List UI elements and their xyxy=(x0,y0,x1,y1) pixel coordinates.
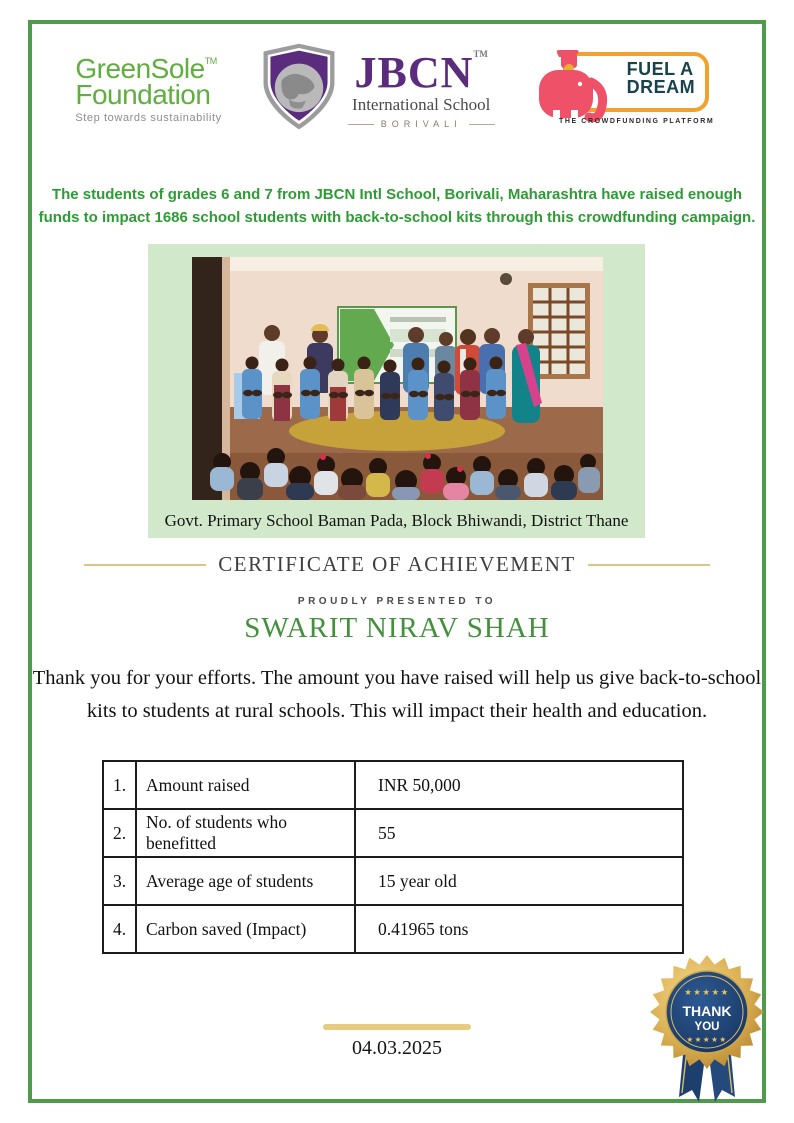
greensole-tagline: Step towards sustainability xyxy=(75,111,222,124)
decorative-dash xyxy=(348,124,374,125)
row-number: 2. xyxy=(103,809,136,857)
title-rule-right xyxy=(588,564,710,566)
impact-table xyxy=(102,760,684,954)
badge-text-line1: THANK xyxy=(682,1003,732,1019)
table-row xyxy=(103,905,683,953)
jbcn-subtitle: International School xyxy=(352,95,491,115)
badge-text-line2: YOU xyxy=(694,1021,720,1033)
thank-you-message: Thank you for your efforts. The amount you have raised will help us give back-to-school kits to students at rural schools. This will impact their health and education. xyxy=(32,667,762,723)
fueladream-elephant-icon xyxy=(533,44,613,129)
decorative-dash xyxy=(469,124,495,125)
row-label: No. of students who benefitted xyxy=(136,809,355,857)
logo-row xyxy=(0,42,794,137)
photo-panel xyxy=(148,244,645,538)
row-value: 55 xyxy=(355,809,683,857)
certificate-date: 04.03.2025 xyxy=(352,1037,442,1059)
badge-stars-bottom: ★★★★★ xyxy=(686,1035,728,1044)
fueladream-name-line1: FUEL A xyxy=(626,58,694,79)
trademark-symbol: TM xyxy=(473,48,488,59)
table-row xyxy=(103,809,683,857)
title-rule-left xyxy=(84,564,206,566)
row-number: 4. xyxy=(103,905,136,953)
date-rule xyxy=(323,1024,471,1030)
greensole-name-line1: GreenSole xyxy=(75,52,205,84)
trademark-symbol: TM xyxy=(204,55,217,66)
school-photo xyxy=(192,257,603,500)
presented-to-label: PROUDLY PRESENTED TO xyxy=(297,596,497,607)
fueladream-name-line2: DREAM xyxy=(626,77,696,98)
table-row xyxy=(103,857,683,905)
row-number: 3. xyxy=(103,857,136,905)
jbcn-name: JBCN xyxy=(354,47,474,97)
greensole-name-line2: Foundation xyxy=(75,79,211,111)
row-number: 1. xyxy=(103,761,136,809)
recipient-name: SWARIT NIRAV SHAH xyxy=(244,612,550,644)
jbcn-location: BORIVALI xyxy=(380,119,462,130)
certificate-title-row xyxy=(0,552,794,577)
photo-caption: Govt. Primary School Baman Pada, Block Bhiwandi, District Thane xyxy=(164,511,629,530)
fueladream-logo xyxy=(533,44,719,136)
jbcn-shield-globe-icon xyxy=(260,42,338,137)
row-value: 15 year old xyxy=(355,857,683,905)
campaign-statement: The students of grades 6 and 7 from JBCN Intl School, Borivali, Maharashtra have raised enough funds to impact 1686 school students with back-to-school kits through this crowdfunding campaign. xyxy=(38,186,756,227)
row-value: 0.41965 tons xyxy=(355,905,683,953)
jbcn-school-logo xyxy=(260,42,495,137)
fueladream-tagline: THE CROWDFUNDING PLATFORM xyxy=(558,117,715,125)
row-label: Average age of students xyxy=(136,857,355,905)
row-label: Carbon saved (Impact) xyxy=(136,905,355,953)
greensole-foundation-logo xyxy=(75,52,222,124)
row-label: Amount raised xyxy=(136,761,355,809)
thank-you-badge xyxy=(646,950,768,1108)
row-value: INR 50,000 xyxy=(355,761,683,809)
badge-stars-top: ★★★★★ xyxy=(684,987,730,997)
certificate-title: CERTIFICATE OF ACHIEVEMENT xyxy=(218,552,576,576)
table-row xyxy=(103,761,683,809)
